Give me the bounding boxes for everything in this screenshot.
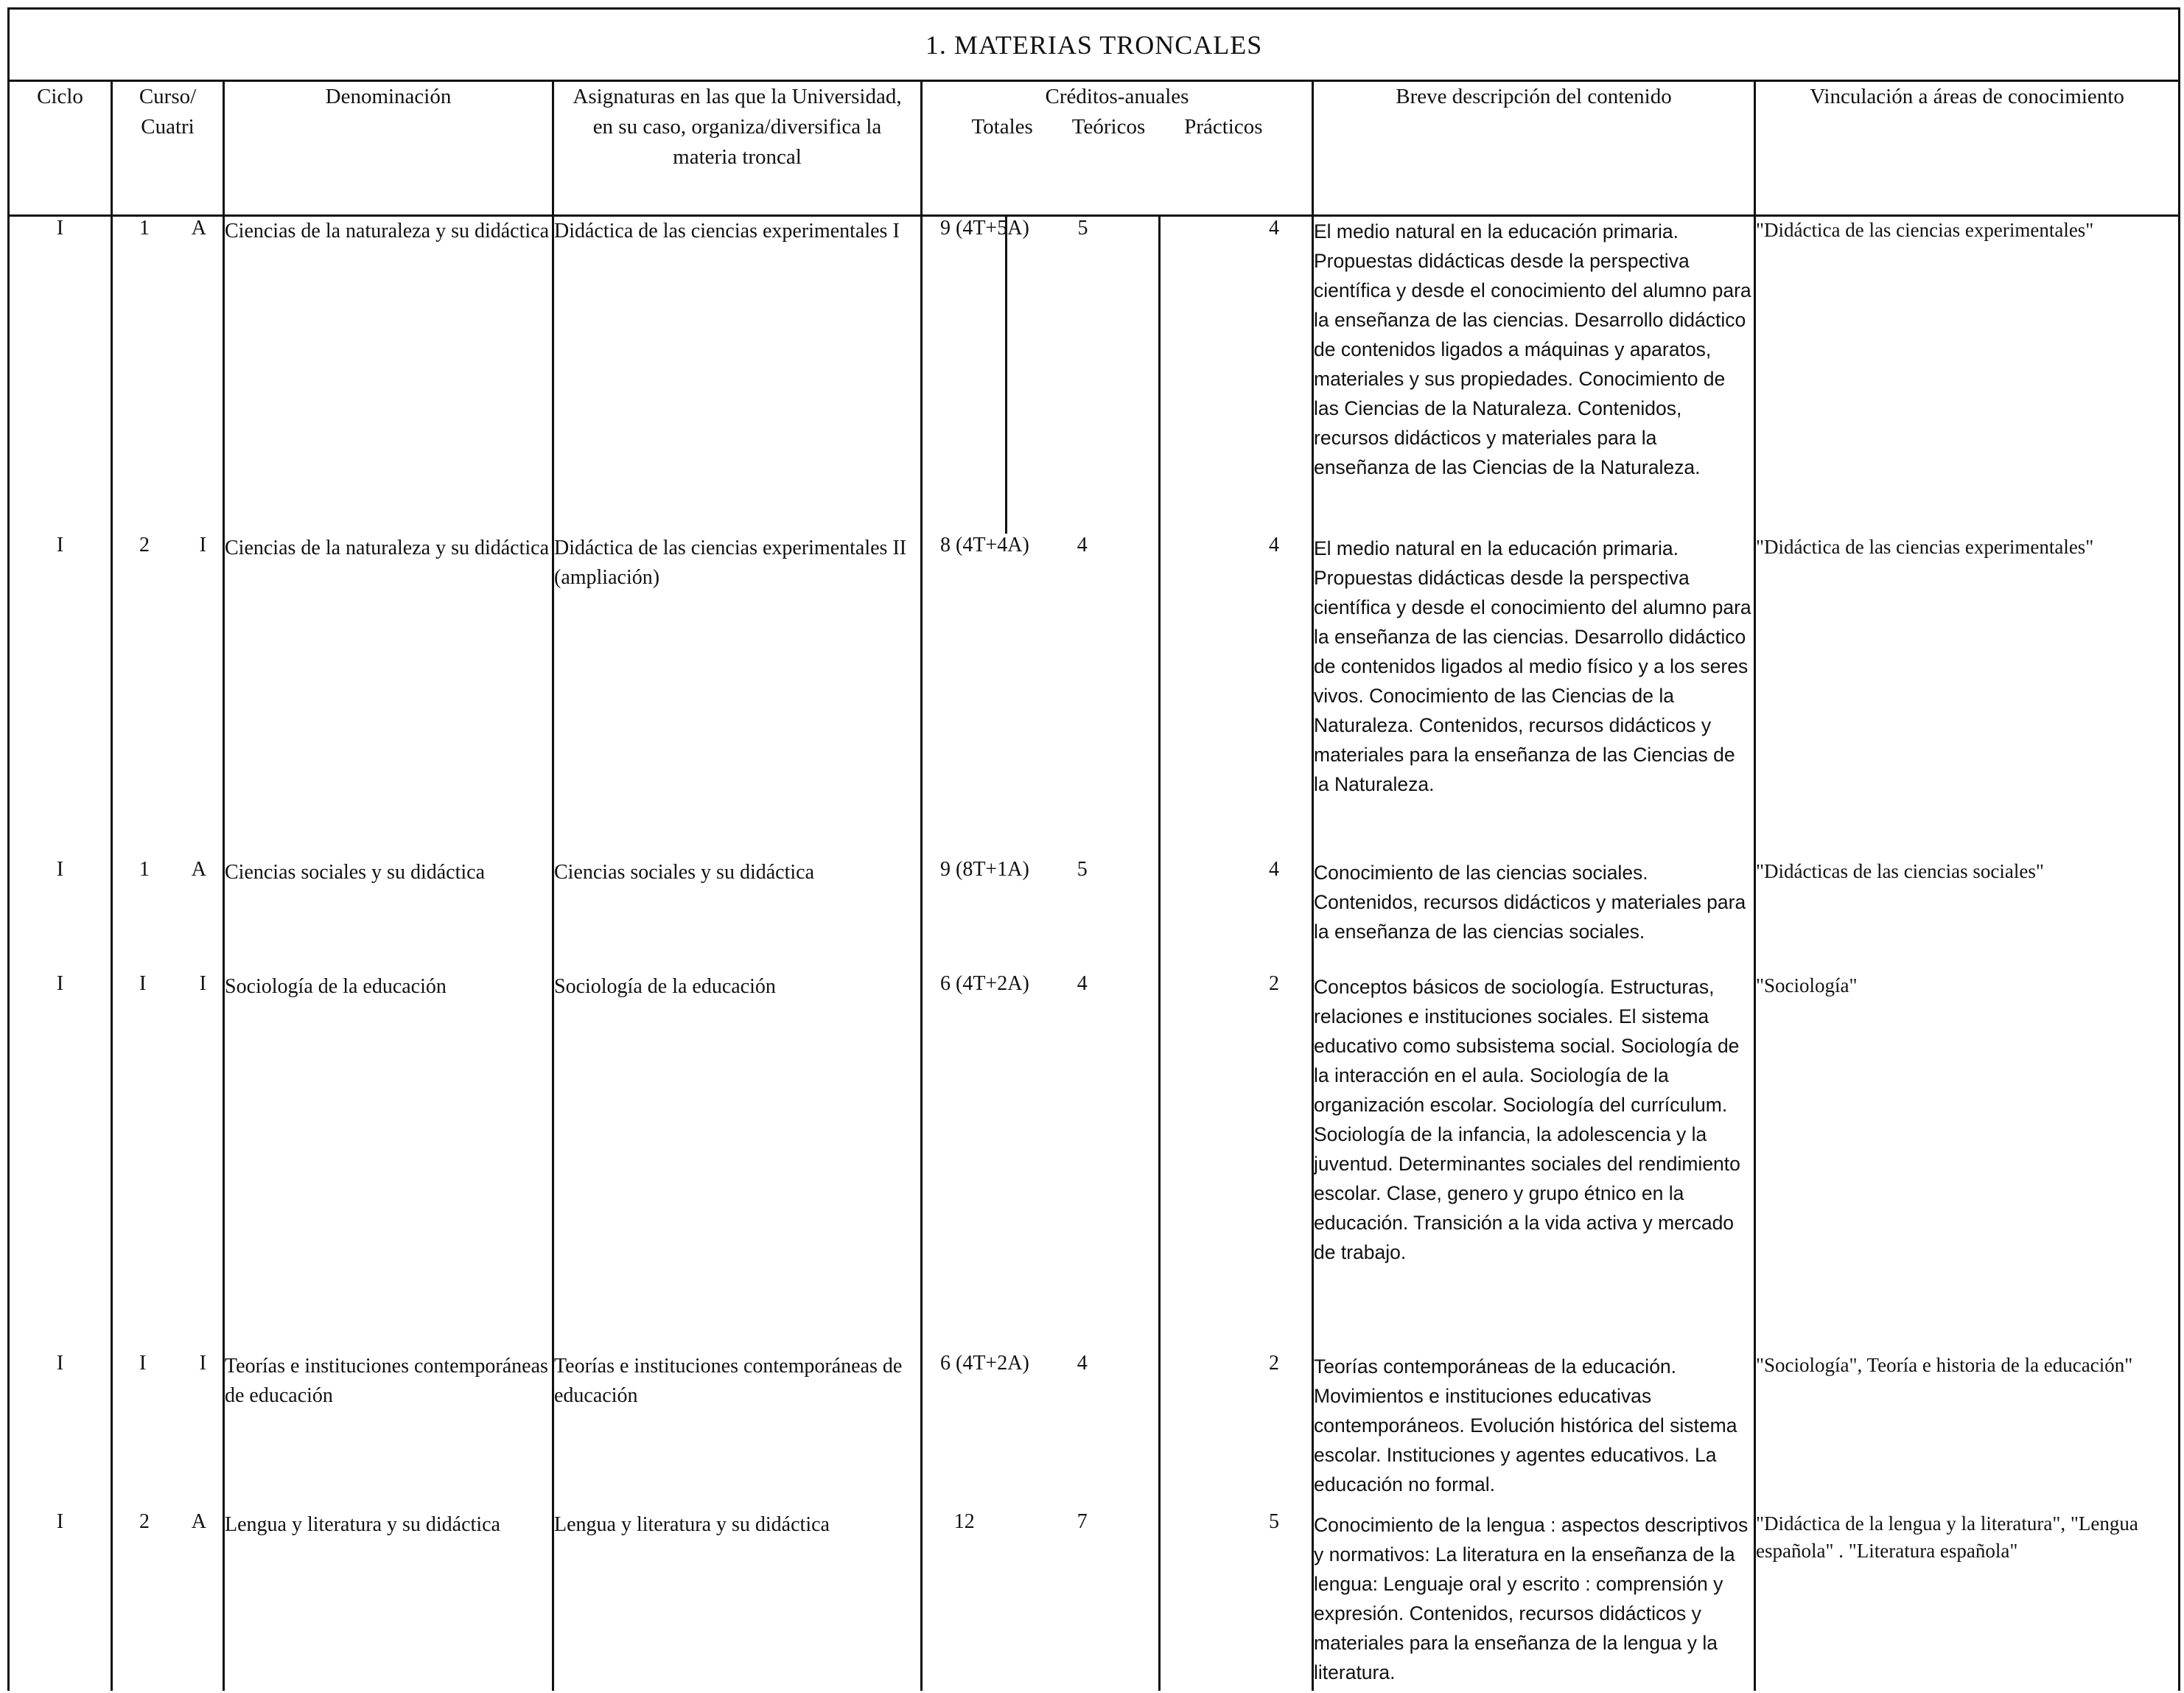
table-title: 1. MATERIAS TRONCALES <box>9 9 2180 81</box>
header-asignaturas: Asignaturas en las que la Universidad, en su caso, organiza/diversifica la materia troncal <box>553 81 922 216</box>
header-row <box>9 81 2180 216</box>
cell-ciclo: I <box>9 1510 112 1691</box>
header-creditos-subheads <box>923 112 1312 142</box>
cell-curso-num: 2 <box>139 534 150 556</box>
cell-denominacion: Ciencias de la naturaleza y su didáctica <box>224 534 553 858</box>
cell-denominacion: Sociología de la educación <box>224 972 553 1352</box>
header-practicos: Prácticos <box>1184 115 1263 139</box>
cell-vinculacion: "Didácticas de las ciencias sociales" <box>1755 858 2180 972</box>
cell-curso <box>112 1352 224 1510</box>
header-totales: Totales <box>971 115 1033 139</box>
cell-ciclo: I <box>9 534 112 858</box>
cell-ciclo: I <box>9 216 112 534</box>
materias-troncales-table <box>7 7 2180 1691</box>
cell-curso-num: 2 <box>139 1510 150 1533</box>
cell-curso <box>112 972 224 1352</box>
table-row <box>9 216 2180 534</box>
cell-teoricos: 4 <box>1007 534 1160 858</box>
cell-teoricos: 4 <box>1007 972 1160 1352</box>
cell-totales: 12 <box>922 1510 1007 1691</box>
header-creditos-label: Créditos-anuales <box>1045 85 1189 108</box>
cell-vinculacion: "Didáctica de la lengua y la literatura", "Lengua española" . "Literatura española" <box>1755 1510 2180 1691</box>
cell-vinculacion: "Didáctica de las ciencias experimentales" <box>1755 216 2180 534</box>
table-row <box>9 1510 2180 1691</box>
document-page <box>7 7 2178 1693</box>
cell-descripcion: Teorías contemporáneas de la educación. Movimientos e instituciones educativas contemporáneos. Evolución histórica del sistema escolar. Instituciones y agentes educativos. La educación no formal. <box>1313 1352 1755 1510</box>
table-row <box>9 972 2180 1352</box>
cell-asignatura: Teorías e instituciones contemporáneas de educación <box>553 1352 922 1510</box>
cell-teoricos: 4 <box>1007 1352 1160 1510</box>
cell-cuatri: A <box>191 217 206 240</box>
cell-totales: 6 (4T+2A) <box>922 1352 1007 1510</box>
cell-denominacion: Teorías e instituciones contemporáneas de educación <box>224 1352 553 1510</box>
cell-practicos: 2 <box>1160 1352 1313 1510</box>
header-descripcion: Breve descripción del contenido <box>1313 81 1755 216</box>
cell-teoricos: 7 <box>1007 1510 1160 1691</box>
cell-totales: 9 (4T+5A) <box>922 216 1007 534</box>
cell-practicos: 2 <box>1160 972 1313 1352</box>
cell-cuatri: A <box>191 1510 206 1533</box>
cell-curso <box>112 216 224 534</box>
cell-asignatura: Lengua y literatura y su didáctica <box>553 1510 922 1691</box>
cell-curso-num: 1 <box>139 858 150 881</box>
cell-ciclo: I <box>9 972 112 1352</box>
cell-asignatura: Didáctica de las ciencias experimentales II (ampliación) <box>553 534 922 858</box>
cell-denominacion: Ciencias sociales y su didáctica <box>224 858 553 972</box>
header-curso-line2: Cuatri <box>141 115 195 139</box>
cell-descripcion: Conocimiento de las ciencias sociales. Contenidos, recursos didácticos y materiales para la enseñanza de las ciencias sociales. <box>1313 858 1755 972</box>
cell-curso <box>112 1510 224 1691</box>
header-ciclo: Ciclo <box>9 81 112 216</box>
cell-denominacion: Lengua y literatura y su didáctica <box>224 1510 553 1691</box>
cell-curso <box>112 858 224 972</box>
cell-cuatri: I <box>199 972 206 995</box>
cell-ciclo: I <box>9 1352 112 1510</box>
table-row <box>9 534 2180 858</box>
cell-denominacion: Ciencias de la naturaleza y su didáctica <box>224 216 553 534</box>
cell-totales: 8 (4T+4A) <box>922 534 1007 858</box>
header-creditos <box>922 81 1313 216</box>
cell-vinculacion: "Sociología", Teoría e historia de la educación" <box>1755 1352 2180 1510</box>
cell-curso-num: 1 <box>139 217 150 240</box>
cell-teoricos: 5 <box>1007 216 1160 534</box>
cell-totales: 6 (4T+2A) <box>922 972 1007 1352</box>
cell-practicos: 5 <box>1160 1510 1313 1691</box>
cell-vinculacion: "Sociología" <box>1755 972 2180 1352</box>
cell-ciclo: I <box>9 858 112 972</box>
cell-cuatri: A <box>191 858 206 881</box>
cell-vinculacion: "Didáctica de las ciencias experimentales" <box>1755 534 2180 858</box>
cell-teoricos: 5 <box>1007 858 1160 972</box>
header-vinculacion: Vinculación a áreas de conocimiento <box>1755 81 2180 216</box>
cell-curso-num: I <box>139 972 147 995</box>
cell-totales: 9 (8T+1A) <box>922 858 1007 972</box>
cell-practicos: 4 <box>1160 216 1313 534</box>
cell-descripcion: El medio natural en la educación primaria. Propuestas didácticas desde la perspectiva científica y desde el conocimiento del alumno para la enseñanza de las ciencias. Desarrollo didáctico de contenidos ligados al medio físico y a los seres vivos. Conocimiento de las Ciencias de la Naturaleza. Contenidos, recursos didácticos y materiales para la enseñanza de las Ciencias de la Naturaleza. <box>1313 534 1755 858</box>
cell-descripcion: Conocimiento de la lengua : aspectos descriptivos y normativos: La literatura en la enseñanza de la lengua: Lenguaje oral y escrito : comprensión y expresión. Contenidos, recursos didácticos y materiales para la enseñanza de la lengua y la literatura. <box>1313 1510 1755 1691</box>
header-teoricos: Teóricos <box>1071 115 1146 139</box>
cell-descripcion: El medio natural en la educación primaria. Propuestas didácticas desde la perspectiva científica y desde el conocimiento del alumno para la enseñanza de las ciencias. Desarrollo didáctico de contenidos ligados a máquinas y aparatos, materiales y sus propiedades. Conocimiento de las Ciencias de la Naturaleza. Contenidos, recursos didácticos y materiales para la enseñanza de las Ciencias de la Naturaleza. <box>1313 216 1755 534</box>
header-curso <box>112 81 224 216</box>
cell-asignatura: Didáctica de las ciencias experimentales I <box>553 216 922 534</box>
cell-cuatri: I <box>199 1352 206 1375</box>
cell-practicos: 4 <box>1160 534 1313 858</box>
cell-curso-num: I <box>139 1352 147 1375</box>
table-row <box>9 1352 2180 1510</box>
cell-asignatura: Ciencias sociales y su didáctica <box>553 858 922 972</box>
header-curso-line1: Curso/ <box>139 85 197 108</box>
header-denominacion: Denominación <box>224 81 553 216</box>
cell-cuatri: I <box>199 534 206 556</box>
cell-practicos: 4 <box>1160 858 1313 972</box>
table-row <box>9 858 2180 972</box>
cell-asignatura: Sociología de la educación <box>553 972 922 1352</box>
cell-curso <box>112 534 224 858</box>
cell-descripcion: Conceptos básicos de sociología. Estructuras, relaciones e instituciones sociales. El sistema educativo como subsistema social. Sociología de la interacción en el aula. Sociología de la organización escolar. Sociología del currículum. Sociología de la infancia, la adolescencia y la juventud. Determinantes sociales del rendimiento escolar. Clase, genero y grupo étnico en la educación. Transición a la vida activa y mercado de trabajo. <box>1313 972 1755 1352</box>
